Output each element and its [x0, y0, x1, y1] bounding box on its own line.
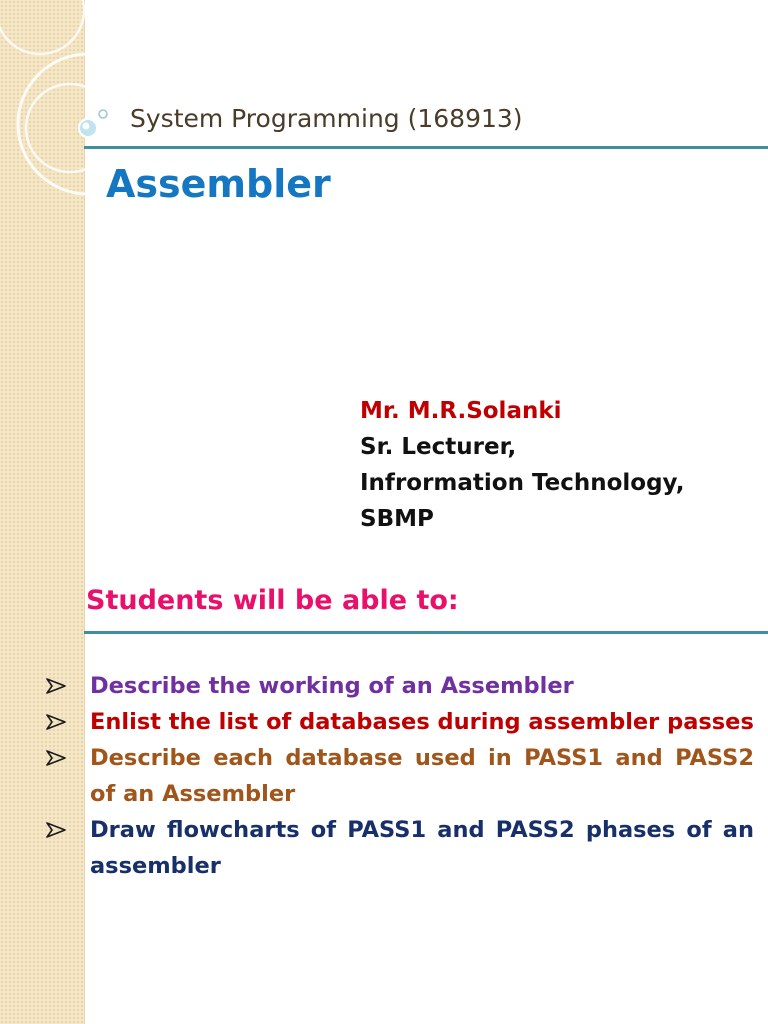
arrowhead-bullet-icon [46, 822, 66, 838]
header-divider [84, 146, 768, 149]
course-title: System Programming (168913) [130, 104, 523, 133]
outcome-item [46, 668, 754, 704]
slide-title: Assembler [106, 162, 331, 206]
outcome-text: Describe the working of an Assembler [90, 673, 574, 699]
author-institute: SBMP [360, 506, 434, 532]
outcomes-heading: Students will be able to: [86, 585, 459, 616]
outcome-item [46, 740, 754, 812]
outcome-text: Draw flowcharts of PASS1 and PASS2 phases of an assembler [90, 817, 754, 879]
arrowhead-bullet-icon [46, 714, 66, 730]
author-name: Mr. M.R.Solanki [360, 398, 562, 424]
outcome-item [46, 704, 754, 740]
outcome-item [46, 812, 754, 884]
author-designation: Sr. Lecturer, [360, 434, 517, 460]
outcomes-divider [84, 631, 768, 634]
outcome-text: Describe each database used in PASS1 and PASS2 of an Assembler [90, 745, 754, 807]
author-department: Infrormation Technology, [360, 470, 685, 496]
author-block [360, 393, 684, 537]
outcomes-list [46, 668, 754, 884]
arrowhead-bullet-icon [46, 750, 66, 766]
outcome-text: Enlist the list of databases during assembler passes [90, 709, 754, 735]
arrowhead-bullet-icon [46, 678, 66, 694]
